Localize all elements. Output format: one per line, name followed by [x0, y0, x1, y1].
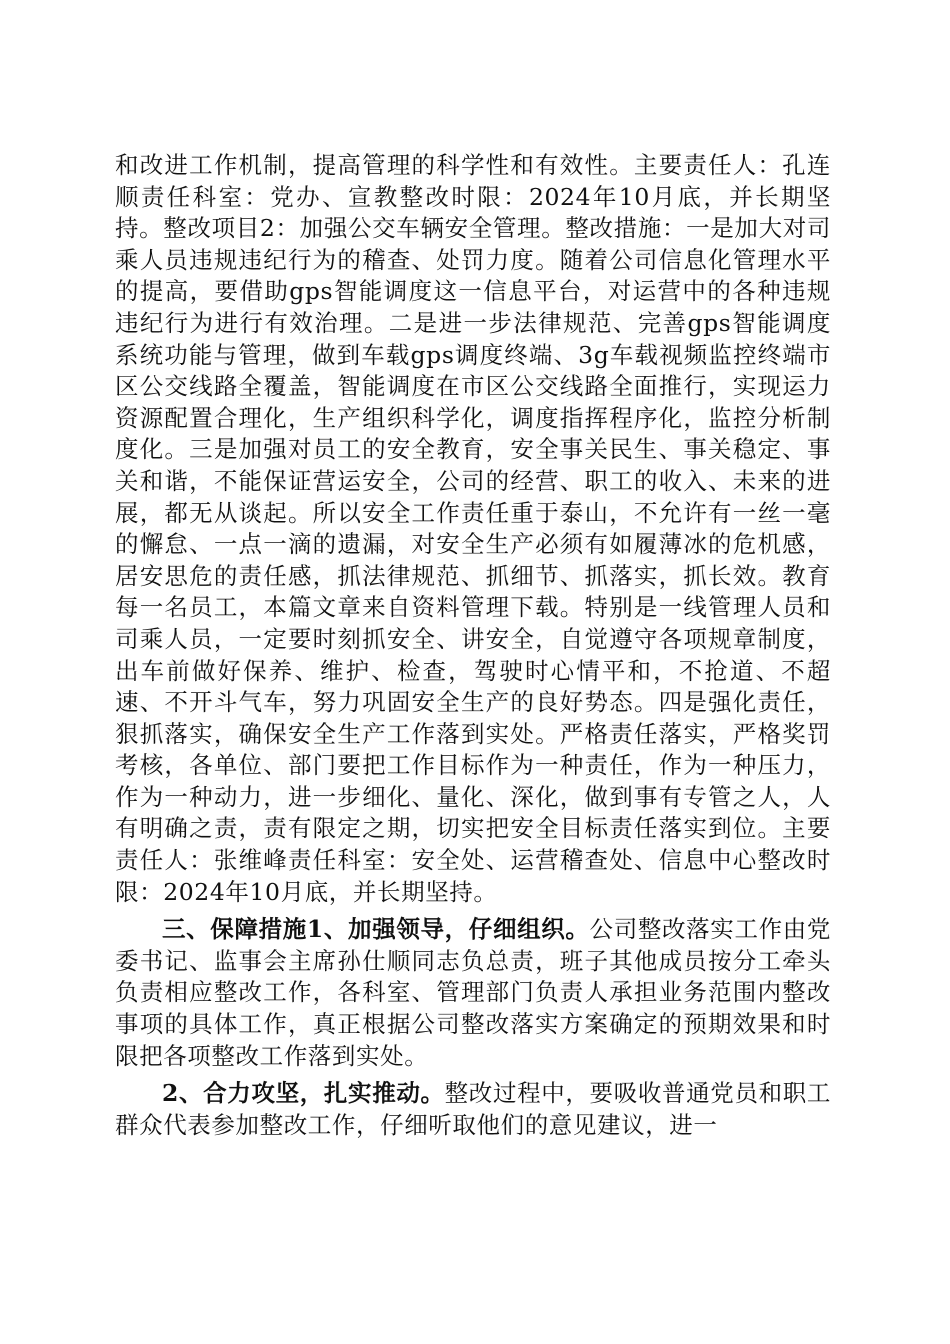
item-heading: 2、合力攻坚，扎实推动。: [162, 1079, 445, 1108]
document-body: [115, 150, 831, 1141]
paragraph-body-1: [115, 150, 831, 908]
paragraph-section-3-item-1: [115, 914, 831, 1072]
paragraph-text: 和改进工作机制，提高管理的科学性和有效性。主要责任人：孔连顺责任科室：党办、宣教整改时限：2024年10月底，并长期坚持。整改项目2：加强公交车辆安全管理。整改措施：一是加大对司乘人员违规违纪行为的稽查、处罚力度。随着公司信息化管理水平的提高，要借助gps智能调度这一信息平台，对运营中的各种违规违纪行为进行有效治理。二是进一步法律规范、完善gps智能调度系统功能与管理，做到车载gps调度终端、3g车载视频监控终端市区公交线路全覆盖，智能调度在市区公交线路全面推行，实现运力资源配置合理化，生产组织科学化，调度指挥程序化，监控分析制度化。三是加强对员工的安全教育，安全事关民生、事关稳定、事关和谐，不能保证营运安全，公司的经营、职工的收入、未来的进展，都无从谈起。所以安全工作责任重于泰山，不允许有一丝一毫的懈怠、一点一滴的遗漏，对安全生产必须有如履薄冰的危机感，居安思危的责任感，抓法律规范、抓细节、抓落实，抓长效。教育每一名员工，本篇文章来自资料管理下载。特别是一线管理人员和司乘人员，一定要时刻抓安全、讲安全，自觉遵守各项规章制度，出车前做好保养、维护、检查，驾驶时心情平和，不抢道、不超速、不开斗气车，努力巩固安全生产的良好势态。四是强化责任，狠抓落实，确保安全生产工作落到实处。严格责任落实，严格奖罚考核，各单位、部门要把工作目标作为一种责任，作为一种压力，作为一种动力，进一步细化、量化、深化，做到事有专管之人，人有明确之责，责有限定之期，切实把安全目标责任落实到位。主要责任人：张维峰责任科室：安全处、运营稽查处、信息中心整改时限：2024年10月底，并长期坚持。: [115, 151, 831, 906]
section-heading: 三、保障措施1、加强领导，仔细组织。: [162, 915, 590, 944]
paragraph-text: 公司整改落实工作由党委书记、监事会主席孙仕顺同志负总责，班子其他成员按分工牵头负责相应整改工作，各科室、管理部门负责人承担业务范围内整改事项的具体工作，真正根据公司整改落实方案确定的预期效果和时限把各项整改工作落到实处。: [115, 915, 831, 1070]
paragraph-section-3-item-2: [115, 1078, 831, 1141]
paragraph-text: 整改过程中，要吸收普通党员和职工群众代表参加整改工作，仔细听取他们的意见建议，进一: [115, 1079, 831, 1139]
